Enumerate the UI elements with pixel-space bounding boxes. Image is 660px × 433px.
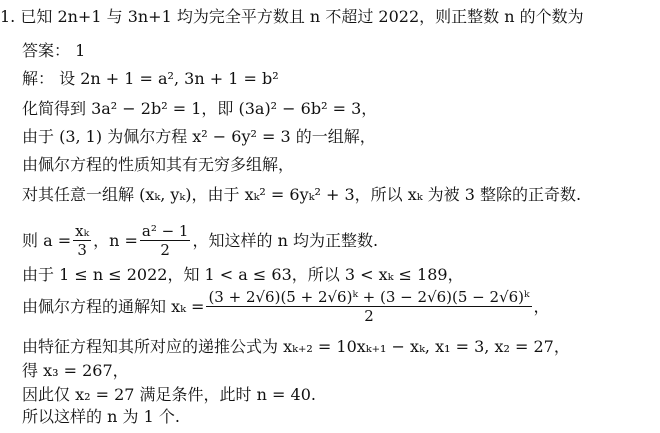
frac3-numerator: (3 + 2√6)(5 + 2√6)ᵏ + (3 − 2√6)(5 − 2√6)ᵏ bbox=[208, 288, 530, 306]
solution-line-11: 因此仅 x₂ = 27 满足条件，此时 n = 40. bbox=[22, 385, 316, 404]
frac1-numerator: xₖ bbox=[75, 222, 90, 240]
solution-line-9: 由特征方程知其所对应的递推公式为 xₖ₊₂ = 10xₖ₊₁ − xₖ, x₁ = 3, x₂ = 27， bbox=[22, 337, 570, 356]
solution-line-2: 化简得到 3a² − 2b² = 1，即 (3a)² − 6b² = 3， bbox=[22, 99, 378, 118]
line8-prefix: 由佩尔方程的通解知 xₖ = bbox=[22, 296, 205, 316]
problem-text: 已知 2n+1 与 3n+1 均为完全平方数且 n 不超过 2022，则正整数 n 的个数为 bbox=[20, 7, 584, 26]
fraction-pell-general-solution bbox=[206, 288, 531, 325]
frac2-numerator: a² − 1 bbox=[141, 222, 189, 240]
frac1-denominator: 3 bbox=[77, 241, 87, 259]
solution-line-3: 由于 (3, 1) 为佩尔方程 x² − 6y² = 3 的一组解， bbox=[22, 127, 376, 146]
frac2-denominator: 2 bbox=[160, 241, 170, 259]
problem-statement bbox=[0, 6, 584, 28]
line6-prefix: 则 a = bbox=[22, 230, 72, 250]
line8-suffix: ， bbox=[533, 296, 550, 316]
line6-mid: ，n = bbox=[93, 230, 138, 250]
solution-line-1: 设 2n + 1 = a², 3n + 1 = b² bbox=[59, 69, 279, 88]
solution-line-6 bbox=[22, 222, 378, 259]
solution-line-7: 由于 1 ≤ n ≤ 2022，知 1 < a ≤ 63，所以 3 < xₖ ≤ 189， bbox=[22, 265, 464, 284]
solution-line-8 bbox=[22, 288, 550, 325]
answer-value: 1 bbox=[75, 41, 86, 60]
solution-label: 解： bbox=[22, 69, 55, 88]
line6-suffix: ，知这样的 n 均为正整数. bbox=[192, 230, 379, 250]
solution-line-10: 得 x₃ = 267， bbox=[22, 361, 129, 380]
problem-index: 1. bbox=[0, 7, 16, 26]
answer-line bbox=[22, 40, 85, 62]
solution-line-4: 由佩尔方程的性质知其有无穷多组解， bbox=[22, 155, 295, 174]
answer-label: 答案： bbox=[22, 41, 71, 60]
solution-line-12: 所以这样的 n 为 1 个. bbox=[22, 407, 180, 426]
solution-intro bbox=[22, 68, 279, 90]
fraction-a2minus1-over-2 bbox=[140, 222, 191, 259]
frac3-denominator: 2 bbox=[364, 307, 374, 325]
fraction-xk-over-3 bbox=[73, 222, 91, 259]
solution-line-5: 对其任意一组解 (xₖ, yₖ)，由于 xₖ² = 6yₖ² + 3，所以 xₖ 为被 3 整除的正奇数. bbox=[22, 185, 582, 204]
